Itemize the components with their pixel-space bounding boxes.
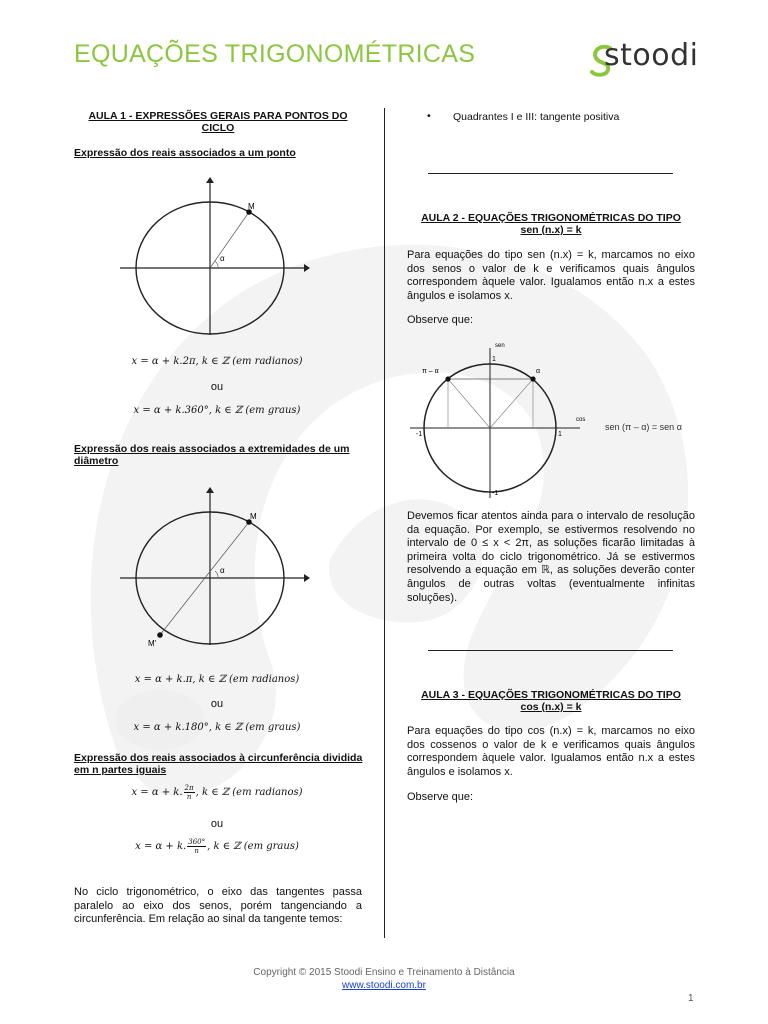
formula-degrees-diameter: x = α + k.180°, k ∈ ℤ (em graus) — [133, 722, 301, 733]
subheading-diameter: Expressão dos reais associados a extremidades de um diâmetro — [74, 443, 350, 467]
pi-minus-alpha-label: π – α — [422, 368, 439, 375]
page-number: 1 — [688, 993, 694, 1004]
formula-prefix: x = α + k. — [131, 787, 183, 798]
formula-degrees-point: x = α + k.360°, k ∈ ℤ (em graus) — [133, 405, 301, 416]
alpha-label: α — [536, 368, 541, 375]
formula-suffix: , k ∈ ℤ (em graus) — [207, 841, 299, 852]
aula2-observe: Observe que: — [407, 314, 474, 326]
bullet-dot-icon: • — [427, 110, 431, 122]
stoodi-logo — [588, 38, 700, 78]
fig2-angle-label: α — [220, 566, 225, 575]
fraction-numerator: 360° — [188, 838, 206, 846]
tangent-paragraph: No ciclo trigonométrico, o eixo das tangentes passa paralelo ao eixo dos senos, porém tangenciando a circunferência. Em relação ao sinal da tangente temos: — [74, 886, 362, 926]
axis-right-label: 1 — [558, 431, 562, 438]
aula2-title — [406, 212, 696, 236]
or-text-2: ou — [210, 698, 224, 710]
fraction — [184, 784, 195, 801]
sine-circle-figure — [400, 338, 700, 504]
aula3-title-line1: AULA 3 - EQUAÇÕES TRIGONOMÉTRICAS DO TIPO — [421, 689, 681, 701]
aula3-observe: Observe que: — [407, 791, 474, 803]
footer-link-wrapper — [0, 980, 768, 991]
fig2-point-label: M — [250, 512, 257, 521]
bullet-text: Quadrantes I e III: tangente positiva — [453, 111, 620, 123]
aula2-paragraph-1: Para equações do tipo sen (n.x) = k, marcamos no eixo dos senos o valor de k e verificamos quais ângulos correspondem àquele valor. Igualamos então n.x a estes ângulos e isolamos x. — [407, 249, 695, 302]
column-divider — [384, 108, 385, 938]
aula2-paragraph-2: Devemos ficar atentos ainda para o intervalo de resolução da equação. Por exemplo, se estivermos resolvendo no intervalo de 0 ≤ x < 2π, as soluções ficarão limitadas à primeira volta do ciclo trigonométrico. Já se estivermos resolvendo a equação em ℝ, as soluções deverão conter ângulos de outras voltas (eventualmente infinitas soluções). — [407, 510, 695, 604]
sen-axis-label: sen — [495, 343, 505, 349]
aula1-title: AULA 1 - EXPRESSÕES GERAIS PARA PONTOS DO CICLO — [88, 110, 348, 134]
separator-line-2 — [428, 650, 673, 651]
fraction-numerator: 2π — [184, 784, 194, 792]
formula-prefix: x = α + k. — [135, 841, 187, 852]
cos-axis-label: cos — [576, 417, 586, 423]
website-link[interactable]: www.stoodi.com.br — [342, 980, 426, 991]
fig1-point-label: M — [248, 202, 255, 211]
subheading-n-parts: Expressão dos reais associados à circunferência dividida em n partes iguais — [74, 752, 363, 776]
fraction-denominator: n — [194, 847, 199, 855]
fraction — [187, 838, 206, 855]
aula3-paragraph-1: Para equações do tipo cos (n.x) = k, marcamos no eixo dos cossenos o valor de k e verificamos quais ângulos correspondem àquele valor. Igualamos então n.x a estes ângulos e isolamos x. — [407, 725, 695, 778]
or-text-1: ou — [210, 381, 224, 393]
aula3-title — [406, 689, 696, 713]
page-title: EQUAÇÕES TRIGONOMÉTRICAS — [74, 40, 476, 68]
subheading-one-point: Expressão dos reais associados a um ponto — [74, 147, 296, 159]
unit-circle-figure-2 — [110, 485, 310, 655]
formula-radians-point: x = α + k.2π, k ∈ ℤ (em radianos) — [131, 356, 303, 367]
footer-copyright: Copyright © 2015 Stoodi Ensino e Treinamento à Distância — [253, 967, 515, 978]
aula2-title-line1: AULA 2 - EQUAÇÕES TRIGONOMÉTRICAS DO TIPO — [421, 212, 681, 224]
fig1-angle-label: α — [220, 254, 225, 263]
logo-text: stoodi — [604, 38, 699, 73]
formula-radians-diameter: x = α + k.π, k ∈ ℤ (em radianos) — [134, 674, 300, 685]
fraction-denominator: n — [186, 793, 192, 801]
aula2-title-line2: sen (n.x) = k — [520, 224, 582, 236]
sine-identity: sen (π – α) = sen α — [605, 422, 682, 432]
fig2-opposite-label: M' — [148, 639, 157, 648]
axis-left-label: -1 — [416, 431, 423, 438]
formula-degrees-n-parts — [72, 838, 362, 855]
axis-top-label: 1 — [492, 356, 496, 363]
unit-circle-figure-1 — [110, 175, 310, 345]
or-text-3: ou — [210, 818, 224, 830]
separator-line-1 — [428, 173, 673, 174]
axis-bottom-label: -1 — [492, 490, 499, 497]
formula-radians-n-parts — [72, 784, 362, 801]
formula-suffix: , k ∈ ℤ (em radianos) — [195, 787, 303, 798]
aula3-title-line2: cos (n.x) = k — [520, 701, 582, 713]
